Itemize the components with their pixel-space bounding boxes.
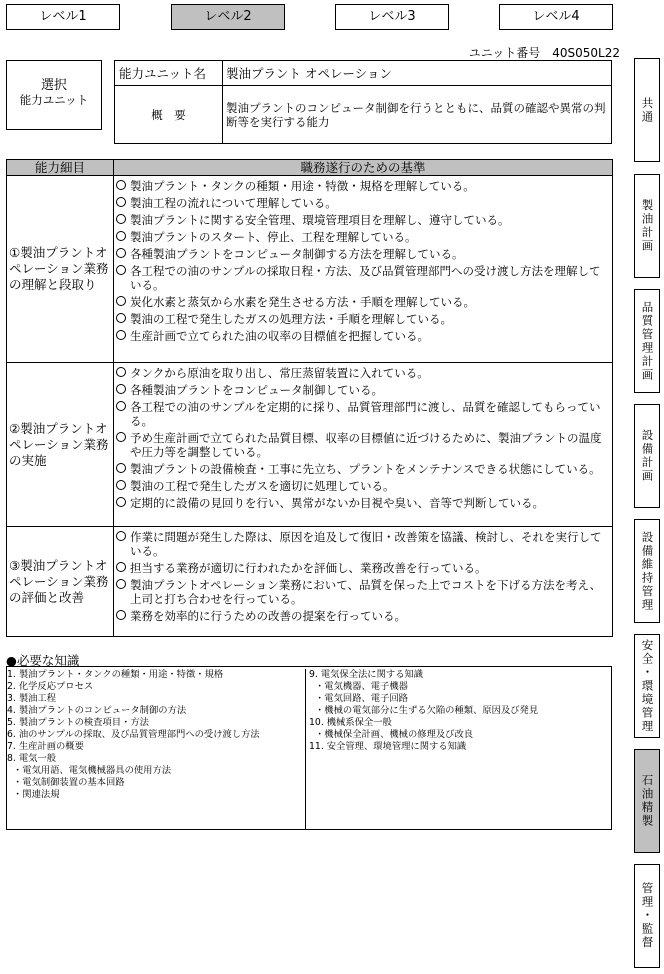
knowledge-subitem: ・電気回路、電子回路 (315, 693, 408, 704)
unit-info-table (114, 60, 612, 144)
knowledge-subitem: ・機械保全計画、機械の修理及び改良 (315, 729, 474, 740)
summary-label: 概 要 (115, 86, 223, 144)
criteria-item: タンクから原油を取り出し、常圧蒸留装置に入れている。 (115, 366, 611, 380)
ability-area: ①製油プラントオペレーション業務の理解と段取り (7, 176, 114, 363)
criteria-item: 製油プラントに関する安全管理、環境管理項目を理解し、遵守している。 (115, 213, 611, 227)
knowledge-box (6, 666, 612, 830)
circle-marker-icon (116, 214, 126, 224)
knowledge-item: 9. 電気保全法に関する知識 (309, 669, 424, 680)
circle-marker-icon (116, 248, 126, 258)
knowledge-item: 11. 安全管理、環境管理に関する知識 (309, 741, 467, 752)
col-header-criteria: 職務遂行のための基準 (114, 160, 613, 176)
criteria-list (114, 527, 613, 637)
criteria-item: 製油の工程で発生したガスを適切に処理している。 (115, 479, 611, 493)
circle-marker-icon (116, 480, 126, 490)
tab-level-3[interactable]: レベル3 (335, 4, 449, 30)
criteria-item: 業務を効率的に行うための改善の提案を行っている。 (115, 609, 611, 623)
criteria-item: 製油の工程で発生したガスの処理方法・手順を理解している。 (115, 312, 611, 326)
circle-marker-icon (116, 231, 126, 241)
knowledge-subitem: ・電気制御装置の基本回路 (13, 777, 125, 788)
knowledge-list-right (309, 669, 609, 753)
knowledge-item: 3. 製油工程 (7, 693, 57, 704)
knowledge-item: 8. 電気一般 (7, 753, 57, 764)
criteria-row (7, 363, 613, 527)
ability-area: ③製油プラントオペレーション業務の評価と改善 (7, 527, 114, 637)
circle-marker-icon (116, 432, 126, 442)
side-tab-quality-plan[interactable]: 品質管理計画 (634, 289, 660, 393)
side-tab-safety-environment[interactable]: 安全・環境管理 (634, 634, 660, 738)
criteria-row (7, 527, 613, 637)
circle-marker-icon (116, 497, 126, 507)
criteria-item: 生産計画で立てられた油の収率の目標値を把握している。 (115, 329, 611, 343)
criteria-row (7, 176, 613, 363)
criteria-item: 製油工程の流れについて理解している。 (115, 196, 611, 210)
unit-name-value: 製油プラント オペレーション (223, 61, 612, 86)
criteria-item: 製油プラントのスタート、停止、工程を理解している。 (115, 230, 611, 244)
select-label: 選択 (40, 78, 67, 93)
tab-level-4[interactable]: レベル4 (499, 4, 613, 30)
criteria-item: 製油プラントオペレーション業務において、品質を保った上でコストを下げる方法を考え、上司と打ち合わせを行っている。 (115, 578, 611, 606)
circle-marker-icon (116, 562, 126, 572)
knowledge-item: 4. 製油プラントのコンピュータ制御の方法 (7, 705, 187, 716)
knowledge-item: 6. 油のサンプルの採取、及び品質管理部門への受け渡し方法 (7, 729, 260, 740)
criteria-item: 炭化水素と蒸気から水素を発生させる方法・手順を理解している。 (115, 295, 611, 309)
circle-marker-icon (116, 313, 126, 323)
criteria-item: 各工程での油のサンプルの採取日程・方法、及び品質管理部門への受け渡し方法を理解している。 (115, 264, 611, 292)
select-ability-unit-box[interactable] (6, 60, 102, 130)
criteria-item: 作業に問題が発生した際は、原因を追及して復旧・改善策を協議、検討し、それを実行している。 (115, 530, 611, 558)
knowledge-item: 10. 機械系保全一般 (309, 717, 392, 728)
unit-number: ユニット番号 40S050L22 (468, 46, 620, 60)
criteria-list (114, 176, 613, 363)
knowledge-subitem: ・電気用語、電気機械器具の使用方法 (13, 765, 172, 776)
tab-level-1[interactable]: レベル1 (6, 4, 120, 30)
criteria-item: 予め生産計画で立てられた品質目標、収率の目標値に近づけるために、製油プラントの温度や圧力等を調整している。 (115, 431, 611, 459)
ability-unit-label: 能力ユニット (19, 93, 89, 107)
knowledge-item: 1. 製油プラント・タンクの種類・用途・特徴・規格 (7, 669, 224, 680)
circle-marker-icon (116, 610, 126, 620)
criteria-item: 各種製油プラントをコンピュータ制御している。 (115, 383, 611, 397)
criteria-item: 製油プラントの設備検査・工事に先立ち、プラントをメンテナンスできる状態にしている。 (115, 462, 611, 476)
unit-name-label: 能力ユニット名 (115, 61, 223, 86)
side-tab-common[interactable]: 共通 (634, 58, 660, 162)
side-tab-refining-plan[interactable]: 製油計画 (634, 174, 660, 278)
criteria-table (6, 159, 613, 637)
criteria-item: 定期的に設備の見回りを行い、異常がないか目視や臭い、音等で判断している。 (115, 496, 611, 510)
criteria-item: 担当する業務が適切に行われたかを評価し、業務改善を行っている。 (115, 561, 611, 575)
circle-marker-icon (116, 367, 126, 377)
knowledge-subitem: ・電気機器、電子機器 (315, 681, 408, 692)
circle-marker-icon (116, 197, 126, 207)
knowledge-item: 2. 化学反応プロセス (7, 681, 94, 692)
ability-area: ②製油プラントオペレーション業務の実施 (7, 363, 114, 527)
side-tab-management[interactable]: 管理・監督 (634, 864, 660, 968)
criteria-item: 製油プラント・タンクの種類・用途・特徴・規格を理解している。 (115, 179, 611, 193)
knowledge-item: 5. 製油プラントの検査項目・方法 (7, 717, 149, 728)
knowledge-title: ●必要な知識 (6, 653, 80, 668)
circle-marker-icon (116, 330, 126, 340)
circle-marker-icon (116, 579, 126, 589)
criteria-item: 各種製油プラントをコンピュータ制御する方法を理解している。 (115, 247, 611, 261)
circle-marker-icon (116, 401, 126, 411)
criteria-list (114, 363, 613, 527)
circle-marker-icon (116, 296, 126, 306)
side-tab-petroleum-refining[interactable]: 石油精製 (634, 749, 660, 853)
circle-marker-icon (116, 463, 126, 473)
circle-marker-icon (116, 180, 126, 190)
knowledge-subitem: ・関連法規 (13, 789, 60, 800)
circle-marker-icon (116, 384, 126, 394)
tab-level-2[interactable]: レベル2 (171, 4, 285, 30)
side-tab-equipment-maintenance[interactable]: 設備維持管理 (634, 519, 660, 623)
summary-value: 製油プラントのコンピュータ制御を行うとともに、品質の確認や異常の判断等を実行する能力 (223, 86, 612, 144)
knowledge-item: 7. 生産計画の概要 (7, 741, 84, 752)
col-header-ability-detail: 能力細目 (7, 160, 114, 176)
circle-marker-icon (116, 531, 126, 541)
knowledge-list-left (7, 669, 306, 829)
criteria-item: 各工程での油のサンプルを定期的に採り、品質管理部門に渡し、品質を確認してもらっている。 (115, 400, 611, 428)
side-tab-equipment-plan[interactable]: 設備計画 (634, 404, 660, 508)
knowledge-subitem: ・機械の電気部分に生ずる欠陥の種類、原因及び発見 (315, 705, 539, 716)
circle-marker-icon (116, 265, 126, 275)
